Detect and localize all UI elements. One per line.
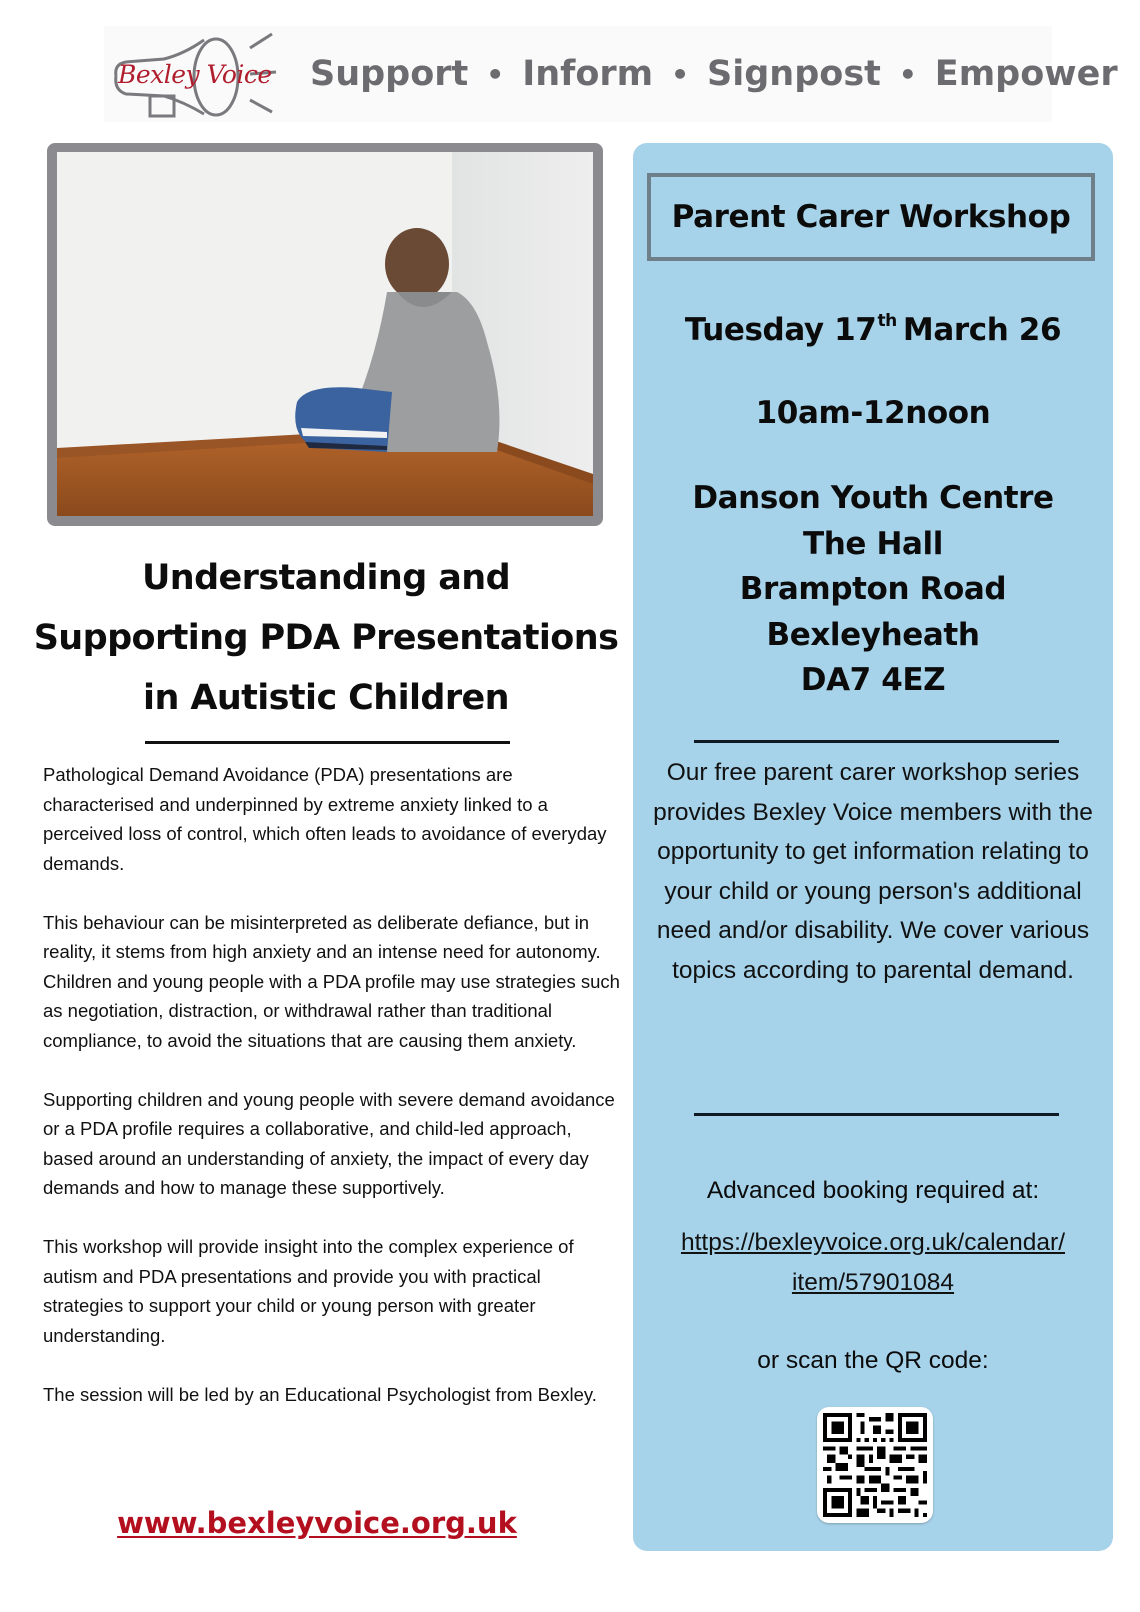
booking-url-line[interactable]: item/57901084	[791, 1269, 955, 1296]
paragraph: Pathological Demand Avoidance (PDA) presentations are characterised and underpinned by extreme anxiety linked to a perceived loss of control, which often leads to avoidance of everyday demands.	[43, 764, 607, 874]
child-in-corner-photo	[57, 152, 593, 516]
divider	[694, 1113, 1059, 1116]
event-time: 10am-12noon	[755, 395, 991, 431]
booking-url-line[interactable]: https://bexleyvoice.org.uk/calendar/	[680, 1229, 1066, 1256]
title-line: Supporting PDA Presentations	[33, 618, 619, 658]
paragraph: This workshop will provide insight into the complex experience of autism and PDA presentations and provide you with practical strategies to support your child or young person with greater understanding.	[43, 1236, 574, 1346]
event-address	[633, 476, 1113, 704]
tagline-inform: Inform	[522, 54, 654, 94]
tagline-empower: Empower	[934, 54, 1118, 94]
address-line: Brampton Road	[739, 571, 1007, 607]
address-line: Danson Youth Centre	[692, 480, 1054, 516]
paragraph: Supporting children and young people with severe demand avoidance or a PDA profile requires a collaborative, and child-led approach, based around an understanding of anxiety, the impact of every day demands and how to manage these supportively.	[43, 1088, 615, 1198]
header-banner	[104, 26, 1118, 122]
paragraph: The session will be led by an Educational Psychologist from Bexley.	[43, 1383, 597, 1405]
divider	[694, 740, 1059, 743]
qr-label: or scan the QR code:	[757, 1347, 989, 1374]
event-description	[43, 760, 621, 1439]
booking-label: Advanced booking required at:	[706, 1177, 1040, 1204]
title-line: in Autistic Children	[143, 678, 509, 718]
bullet-separator: •	[898, 57, 917, 91]
tagline-signpost: Signpost	[707, 54, 881, 94]
title-line: Understanding and	[141, 558, 511, 598]
workshop-heading: Parent Carer Workshop	[647, 173, 1095, 261]
date-suffix: th	[877, 311, 897, 331]
event-details-panel	[633, 143, 1113, 1551]
workshop-series-description: Our free parent carer workshop series provides Bexley Voice members with the opportunity to get information relating to your child or young person's additional need and/or disability. We cover various topics according to parental demand.	[653, 759, 1093, 984]
qr-code-icon	[823, 1413, 927, 1517]
address-line: Bexleyheath	[766, 616, 980, 653]
tagline	[310, 52, 1118, 96]
date-day: Tuesday 17	[684, 312, 877, 348]
event-title	[20, 548, 632, 728]
qr-code[interactable]	[817, 1407, 933, 1523]
tagline-support: Support	[310, 54, 469, 94]
paragraph: This behaviour can be misinterpreted as deliberate defiance, but in reality, it stems from high anxiety and an intense need for autonomy. Children and young people with a PDA profile may use strategies such as negotiation, distraction, or withdrawal rather than traditional compliance, to avoid the situations that are causing them anxiety.	[43, 911, 620, 1051]
divider	[145, 741, 510, 744]
bexley-voice-logo[interactable]	[104, 26, 294, 122]
photo-frame	[47, 143, 603, 526]
website-link[interactable]: www.bexleyvoice.org.uk	[117, 1506, 517, 1540]
bullet-separator: •	[671, 57, 690, 91]
event-date	[633, 311, 1113, 348]
date-rest: March 26	[902, 312, 1062, 348]
address-line: DA7 4EZ	[800, 662, 946, 698]
address-line: The Hall	[803, 525, 943, 562]
logo-text: Bexley Voice	[118, 60, 272, 89]
booking-link[interactable]	[633, 1223, 1113, 1303]
bullet-separator: •	[486, 57, 505, 91]
